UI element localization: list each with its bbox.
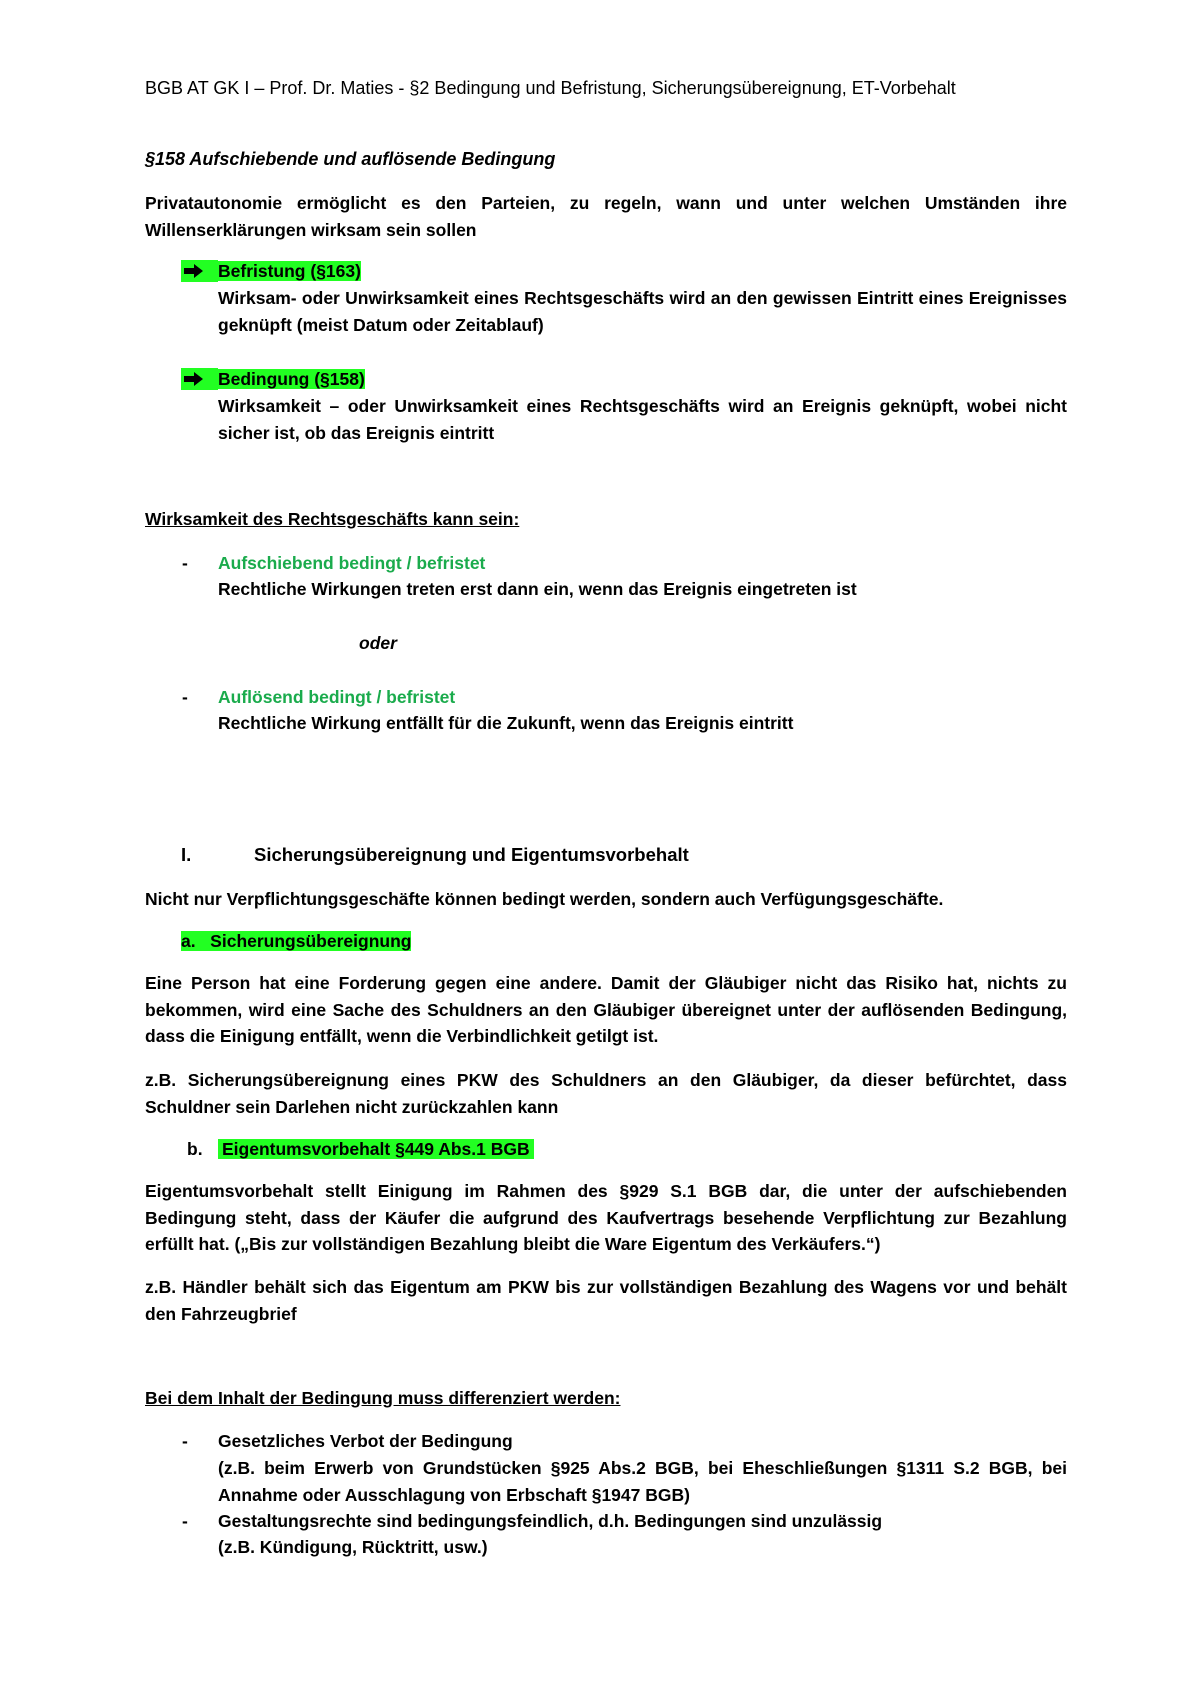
- eigentumsvorbehalt-text: Eigentumsvorbehalt stellt Einigung im Rahmen des §929 S.1 BGB dar, die unter der aufschiebenden Bedingung steht, dass der Käufer die aufgrund des Kaufvertrags besehende Verpflichtung zur Bezahlung erfüllt hat. („Bis zur vollständigen Bezahlung bleibt die Ware Eigentum des Verkäufers.“): [145, 1181, 1067, 1254]
- section-title-158: §158 Aufschiebende und auflösende Bedingung: [145, 149, 556, 169]
- connector-oder: oder: [359, 633, 397, 653]
- subsection-b-marker: b.: [187, 1139, 203, 1159]
- bedingung-text: Wirksamkeit – oder Unwirksamkeit eines Rechtsgeschäfts wird an Ereignis geknüpft, wobei nicht sicher ist, ob das Ereignis eintritt: [218, 396, 1067, 443]
- aufschiebend-label: Aufschiebend bedingt / befristet: [218, 553, 486, 573]
- list-dash: -: [182, 1511, 188, 1531]
- arrow-icon: [181, 368, 218, 390]
- intro-paragraph: Privatautonomie ermöglicht es den Parteien, zu regeln, wann und unter welchen Umständen ihre Willenserklärungen wirksam sein sollen: [145, 193, 1067, 240]
- arrow-icon: [181, 260, 218, 282]
- list-dash: -: [182, 1431, 188, 1451]
- aufloesend-label: Auflösend bedingt / befristet: [218, 687, 456, 707]
- section2-intro: Nicht nur Verpflichtungsgeschäfte können bedingt werden, sondern auch Verfügungsgeschäfte.: [145, 889, 944, 909]
- verbot-title: Gesetzliches Verbot der Bedingung: [218, 1431, 513, 1451]
- gestaltungsrechte-title: Gestaltungsrechte sind bedingungsfeindlich, d.h. Bedingungen sind unzulässig: [218, 1511, 883, 1531]
- befristung-label: Befristung (§163): [218, 261, 361, 281]
- effectiveness-heading: Wirksamkeit des Rechtsgeschäfts kann sein:: [145, 509, 520, 529]
- list-dash: -: [182, 687, 188, 707]
- verbot-detail: (z.B. beim Erwerb von Grundstücken §925 Abs.2 BGB, bei Eheschließungen §1311 S.2 BGB, bei Annahme oder Ausschlagung von Erbschaft §1947 BGB): [218, 1458, 1067, 1505]
- content-heading: Bei dem Inhalt der Bedingung muss differenziert werden:: [145, 1388, 621, 1408]
- section-number: I.: [181, 844, 192, 865]
- list-dash: -: [182, 553, 188, 573]
- subsection-b-label: Eigentumsvorbehalt §449 Abs.1 BGB: [218, 1136, 534, 1162]
- gestaltungsrechte-detail: (z.B. Kündigung, Rücktritt, usw.): [218, 1537, 488, 1557]
- sicherungsuebereignung-example: z.B. Sicherungsübereignung eines PKW des Schuldners an den Gläubiger, da dieser befürchtet, dass Schuldner sein Darlehen nicht zurückzahlen kann: [145, 1070, 1067, 1117]
- sicherungsuebereignung-text: Eine Person hat eine Forderung gegen eine andere. Damit der Gläubiger nicht das Risiko hat, nichts zu bekommen, wird eine Sache des Schuldners an den Gläubiger übereignet unter der auflösenden Bedingung, dass die Einigung entfällt, wenn die Verbindlichkeit getilgt ist.: [145, 973, 1067, 1046]
- section-title-sicherung: Sicherungsübereignung und Eigentumsvorbehalt: [254, 844, 689, 865]
- subsection-a-label: a. Sicherungsübereignung: [181, 931, 412, 951]
- page-header: BGB AT GK I – Prof. Dr. Maties - §2 Bedingung und Befristung, Sicherungsübereignung, ET-Vorbehalt: [145, 78, 956, 98]
- aufschiebend-text: Rechtliche Wirkungen treten erst dann ein, wenn das Ereignis eingetreten ist: [218, 579, 857, 599]
- eigentumsvorbehalt-example: z.B. Händler behält sich das Eigentum am PKW bis zur vollständigen Bezahlung des Wagens vor und behält den Fahrzeugbrief: [145, 1277, 1067, 1324]
- aufloesend-text: Rechtliche Wirkung entfällt für die Zukunft, wenn das Ereignis eintritt: [218, 713, 794, 733]
- bedingung-label: Bedingung (§158): [218, 369, 365, 389]
- befristung-text: Wirksam- oder Unwirksamkeit eines Rechtsgeschäfts wird an den gewissen Eintritt eines Ereignisses geknüpft (meist Datum oder Zeitablauf): [218, 288, 1067, 335]
